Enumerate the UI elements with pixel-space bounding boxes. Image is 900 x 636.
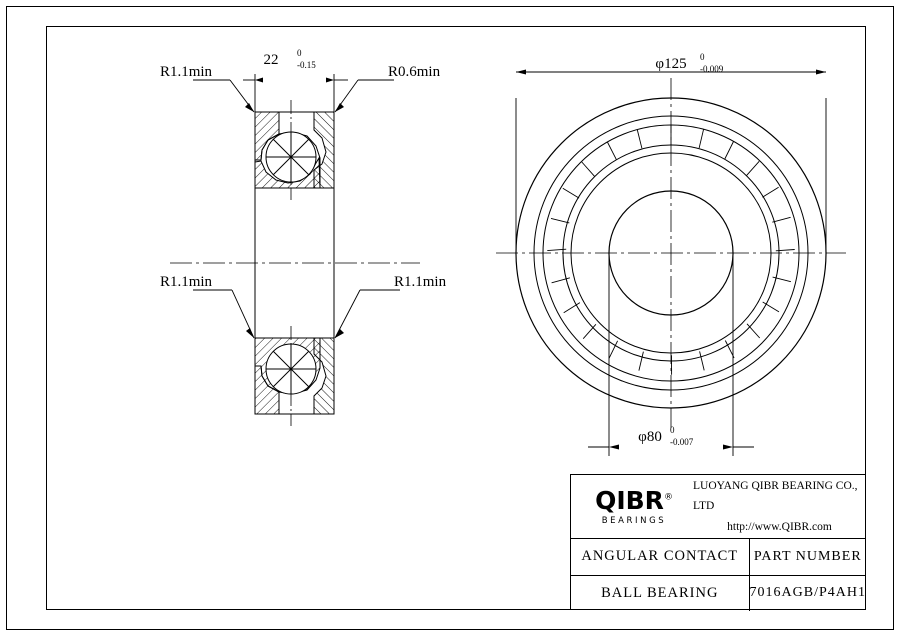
logo-text	[595, 485, 673, 515]
leader-chamfer-top-right	[335, 80, 394, 112]
logo-subtitle: BEARINGS	[601, 515, 667, 526]
product-line-1: ANGULAR CONTACT	[571, 539, 749, 576]
leader-chamfer-top-left	[193, 80, 254, 112]
registered-trademark-icon: ®	[663, 492, 673, 503]
product-line-2: BALL BEARING	[601, 584, 719, 601]
cross-section-view	[170, 100, 420, 426]
company-name: LUOYANG QIBR BEARING CO., LTD	[693, 480, 858, 513]
label-chamfer-top-right: R0.6min	[388, 64, 441, 80]
label-chamfer-top-left: R1.1min	[159, 64, 213, 80]
dimension-width-value: 22	[263, 52, 279, 68]
company-info	[693, 475, 866, 538]
dimension-bore-diameter-upper-tol: 0	[670, 425, 675, 435]
product-description-cell	[571, 539, 750, 611]
dimension-width-upper-tol: 0	[297, 48, 302, 58]
leader-chamfer-bottom-right	[335, 290, 400, 338]
label-chamfer-bottom-right: R1.1min	[394, 274, 447, 290]
leader-chamfer-bottom-left	[193, 290, 254, 338]
face-view	[496, 78, 846, 428]
company-url: http://www.QIBR.com	[727, 520, 832, 533]
company-logo	[571, 475, 693, 538]
title-block-header-row	[571, 475, 866, 539]
part-number-cell	[750, 539, 866, 611]
part-number-value: 7016AGB/P4AH1	[749, 585, 866, 601]
title-block-body	[571, 539, 866, 611]
dimension-bore-diameter-lower-tol: -0.007	[670, 437, 694, 447]
dimension-width-lower-tol: -0.15	[297, 60, 316, 70]
dimension-width	[243, 74, 348, 112]
dimension-outer-diameter-value: φ125	[655, 56, 687, 72]
dimension-outer-diameter-upper-tol: 0	[700, 52, 705, 62]
label-chamfer-bottom-left: R1.1min	[159, 274, 213, 290]
logo-wordmark: QIBR	[595, 485, 664, 515]
part-number-label: PART NUMBER	[750, 539, 866, 576]
dimension-bore-diameter-value: φ80	[638, 429, 662, 445]
dimension-outer-diameter-lower-tol: -0.009	[700, 64, 724, 74]
title-block	[570, 474, 866, 610]
